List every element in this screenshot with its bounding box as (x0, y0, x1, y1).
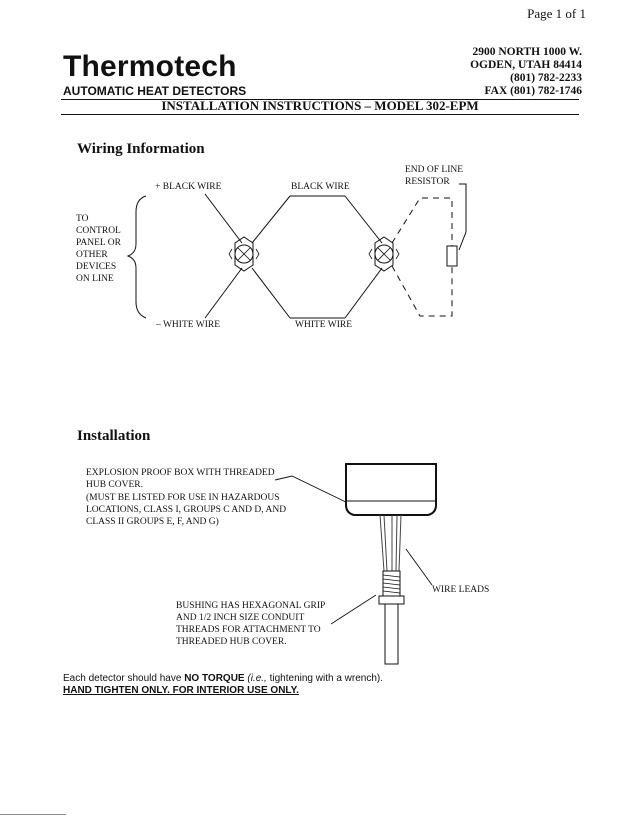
company-tagline: AUTOMATIC HEAT DETECTORS (63, 84, 247, 98)
panel-line: OTHER (76, 250, 108, 260)
note-text: Each detector should have (63, 673, 185, 684)
label-black: BLACK WIRE (291, 182, 350, 192)
box-text-line: EXPLOSION PROOF BOX WITH THREADED (86, 468, 275, 478)
label-white: WHITE WIRE (295, 320, 353, 330)
bushing-text-line: AND 1/2 INCH SIZE CONDUIT (176, 613, 305, 623)
wire-lines (205, 194, 382, 318)
address-line: OGDEN, UTAH 84414 (470, 59, 582, 71)
detector-probe (385, 604, 398, 664)
bushing-text-line: THREADED HUB COVER. (176, 637, 287, 647)
label-eol-1: END OF LINE (405, 165, 464, 175)
bushing (379, 571, 404, 604)
note-line-1 (63, 673, 383, 685)
wire-leads-label: WIRE LEADS (432, 585, 490, 595)
footer-rule (0, 814, 66, 815)
installation-section-title: Installation (77, 428, 151, 444)
bushing-text-line: THREADS FOR ATTACHMENT TO (176, 625, 321, 635)
company-name: Thermotech (63, 50, 237, 83)
wire-leads (380, 515, 401, 571)
address-line: 2900 NORTH 1000 W. (472, 46, 582, 58)
installation-notes (63, 673, 383, 697)
panel-line: DEVICES (76, 262, 117, 272)
note-text: tightening with a wrench). (266, 673, 383, 684)
detector-1 (229, 237, 259, 271)
detector-2 (369, 237, 399, 271)
bushing-text-line: BUSHING HAS HEXAGONAL GRIP (176, 601, 326, 611)
panel-brace (128, 196, 146, 318)
box-text-line: LOCATIONS, CLASS I, GROUPS C AND D, AND (86, 505, 287, 515)
box-text-line: HUB COVER. (86, 480, 144, 490)
panel-line: PANEL OR (76, 238, 121, 248)
label-eol-2: RESISTOR (405, 177, 450, 187)
document-title: INSTALLATION INSTRUCTIONS – MODEL 302-EPM (161, 98, 479, 113)
panel-line: ON LINE (76, 274, 114, 284)
panel-line: TO (76, 214, 89, 224)
note-line-2: HAND TIGHTEN ONLY. FOR INTERIOR USE ONLY. (63, 685, 299, 696)
note-emphasis: NO TORQUE (184, 673, 245, 684)
label-black-plus: + BLACK WIRE (155, 182, 222, 192)
end-of-line-resistor (392, 184, 466, 316)
box-text-line: (MUST BE LISTED FOR USE IN HAZARDOUS (86, 493, 280, 503)
wiring-section-title: Wiring Information (77, 141, 205, 157)
box-text-line: CLASS II GROUPS E, F, AND G) (86, 517, 219, 527)
note-italic: (i.e., (244, 673, 267, 684)
address-line: (801) 782-2233 (510, 72, 582, 84)
page-number: Page 1 of 1 (527, 6, 586, 21)
installation-diagram (0, 421, 638, 671)
explosion-proof-box (346, 464, 436, 515)
panel-line: CONTROL (76, 226, 121, 236)
address-line: FAX (801) 782-1746 (484, 85, 582, 97)
label-white-minus: – WHITE WIRE (156, 320, 221, 330)
